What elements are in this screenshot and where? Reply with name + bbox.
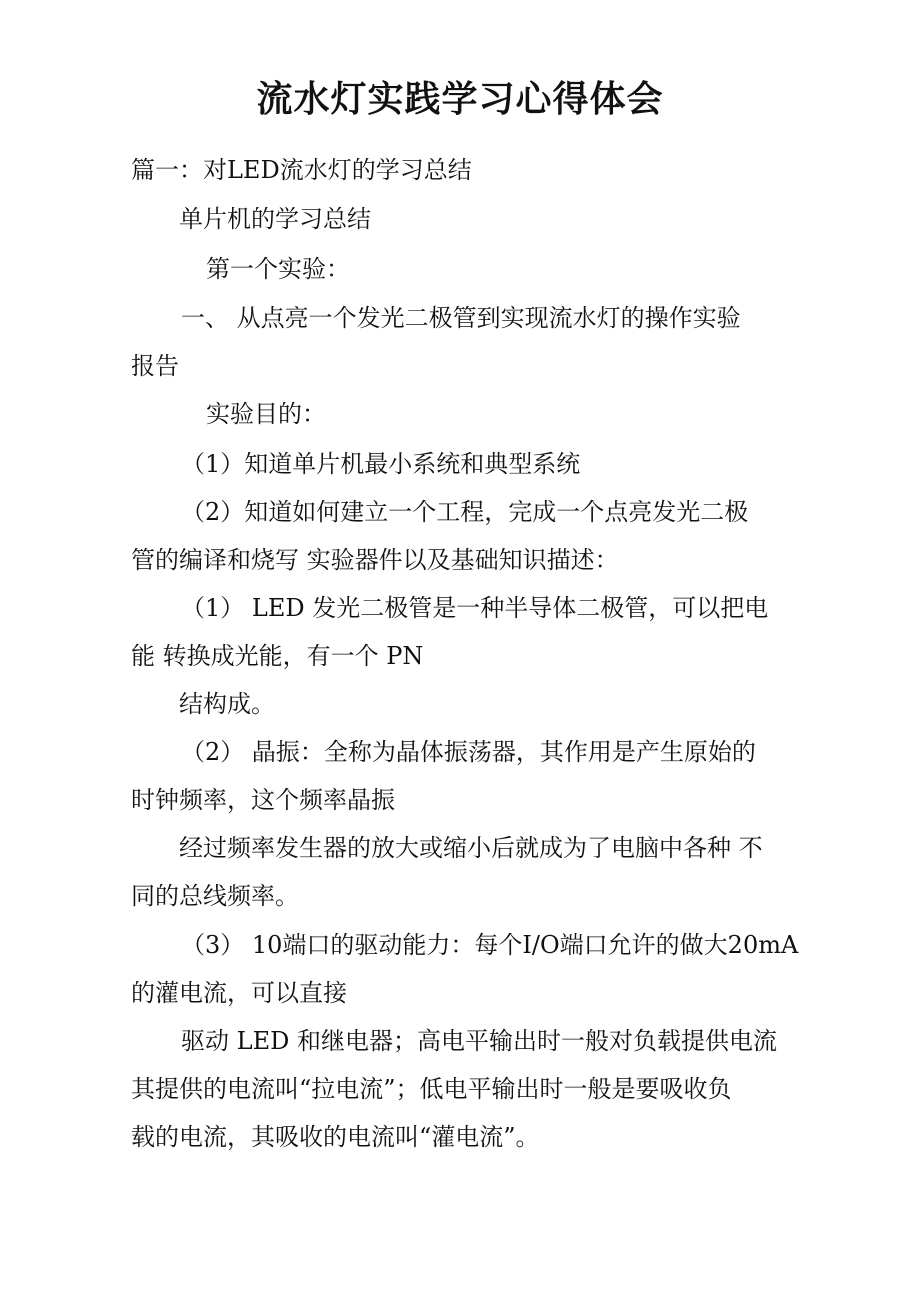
text-line-purpose-2: （2）知道如何建立一个工程，完成一个点亮发光二极 (181, 498, 749, 526)
text-line-summary-heading: 单片机的学习总结 (179, 205, 371, 233)
text-line-knowledge-2-cont: 时钟频率，这个频率晶振 (131, 786, 395, 814)
text-line-knowledge-3-cont: 的灌电流，可以直接 (131, 979, 347, 1007)
text-line-knowledge-3: （3） 10端口的驱动能力：每个I/O端口允许的做大20mA (181, 931, 799, 959)
text-line-purpose-2-cont: 管的编译和烧写 实验器件以及基础知识描述： (131, 546, 619, 574)
text-line-experiment-heading: 第一个实验： (206, 255, 350, 283)
text-line-knowledge-1-end: 结构成。 (179, 690, 275, 718)
text-line-purpose-heading: 实验目的： (206, 400, 326, 428)
text-line-knowledge-1-cont: 能 转换成光能，有一个 PN (131, 642, 424, 670)
text-line-knowledge-2: （2） 晶振：全称为晶体振荡器，其作用是产生原始的 (181, 738, 756, 766)
text-line-knowledge-2-end: 同的总线频率。 (131, 882, 299, 910)
document-title: 流水灯实践学习心得体会 (256, 78, 664, 120)
text-line-knowledge-3-more-2: 其提供的电流叫“拉电流”；低电平输出时一般是要吸收负 (131, 1075, 732, 1103)
text-line-section-heading: 篇一：对LED流水灯的学习总结 (131, 156, 472, 184)
text-line-knowledge-3-end: 载的电流，其吸收的电流叫“灌电流”。 (131, 1123, 540, 1151)
text-line-experiment-title: 一、 从点亮一个发光二极管到实现流水灯的操作实验 (181, 304, 741, 332)
text-line-purpose-1: （1）知道单片机最小系统和典型系统 (181, 450, 581, 478)
text-line-experiment-title-cont: 报告 (131, 352, 179, 380)
text-line-knowledge-1: （1） LED 发光二极管是一种半导体二极管，可以把电 (181, 594, 769, 622)
text-line-knowledge-3-more: 驱动 LED 和继电器；高电平输出时一般对负载提供电流 (181, 1027, 777, 1055)
text-line-knowledge-2-more: 经过频率发生器的放大或缩小后就成为了电脑中各种 不 (179, 834, 763, 862)
